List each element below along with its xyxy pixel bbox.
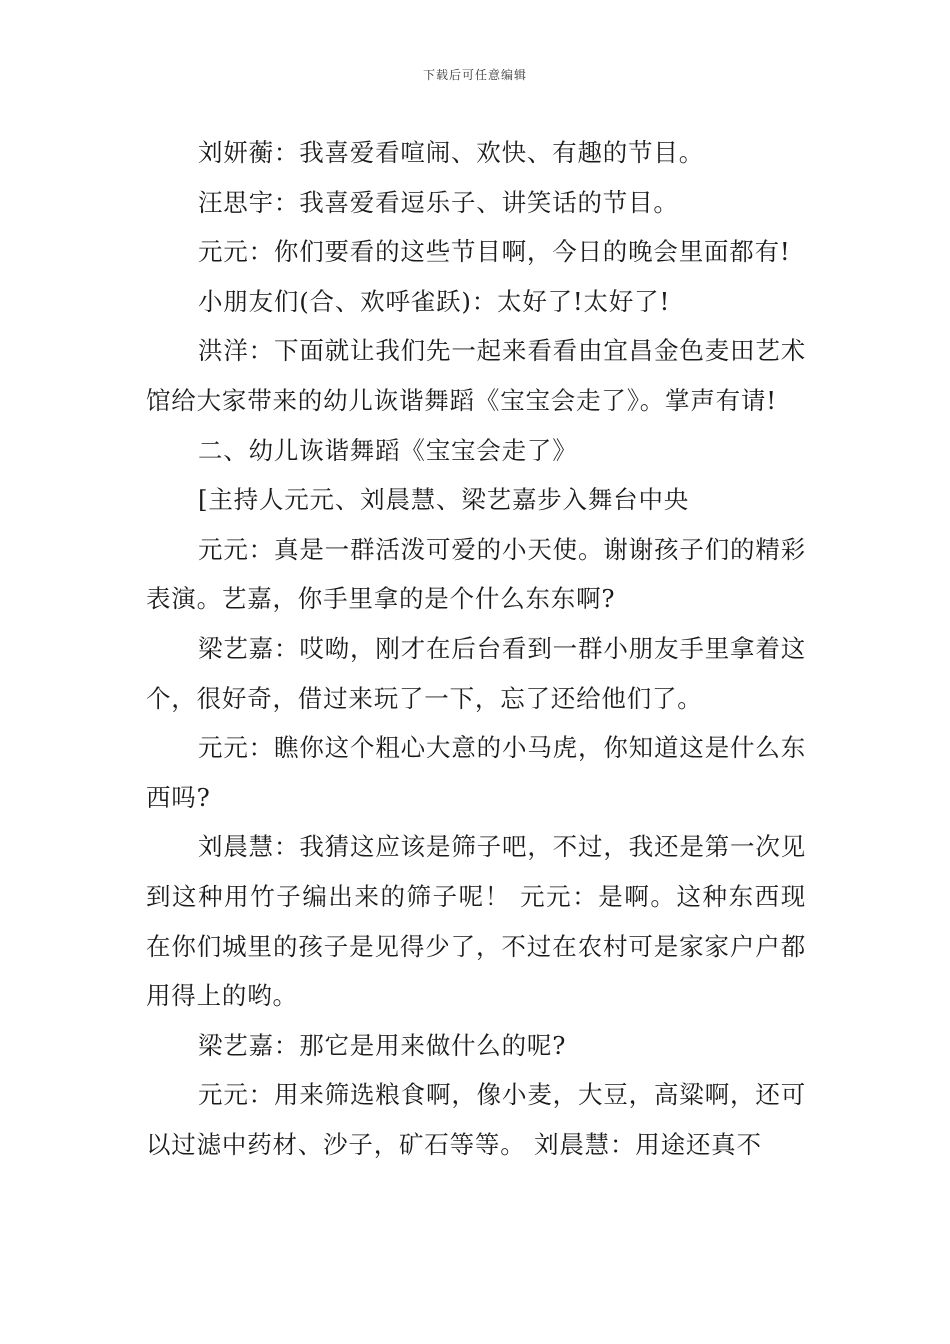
page-header: 下载后可任意编辑 [422, 68, 527, 82]
paragraph-3: 元元：你们要看的这些节目啊，今日的晚会里面都有! [198, 237, 791, 267]
document-body [146, 128, 806, 1169]
paragraph-4: 小朋友们(合、欢呼雀跃)：太好了!太好了! [198, 286, 671, 316]
paragraph-13: 元元：用来筛选粮食啊，像小麦，大豆，高粱啊，还可以过滤中药材、沙子，矿石等等。 刘晨慧：用途还真不 [146, 1080, 806, 1159]
paragraph-8: 元元：真是一群活泼可爱的小天使。谢谢孩子们的精彩表演。艺嘉，你手里拿的是个什么东东啊? [146, 534, 806, 614]
section-heading: 二、幼儿诙谐舞蹈《宝宝会走了》 [198, 435, 578, 465]
paragraph-9: 梁艺嘉：哎呦，刚才在后台看到一群小朋友手里拿着这个，很好奇，借过来玩了一下，忘了还给他们了。 [146, 633, 806, 713]
stage-direction: [主持人元元、刘晨慧、梁艺嘉步入舞台中央 [198, 485, 690, 515]
paragraph-1: 刘妍蘅：我喜爱看喧闹、欢快、有趣的节目。 [198, 138, 704, 167]
paragraph-11: 刘晨慧：我猜这应该是筛子吧，不过，我还是第一次见到这种用竹子编出来的筛子呢！ 元元：是啊。这种东西现在你们城里的孩子是见得少了，不过在农村可是家家户户都用得上的哟。 [146, 832, 806, 1011]
paragraph-12: 梁艺嘉：那它是用来做什么的呢? [198, 1030, 567, 1060]
paragraph-5: 洪洋：下面就让我们先一起来看看由宜昌金色麦田艺术馆给大家带来的幼儿诙谐舞蹈《宝宝会走了》。掌声有请! [146, 336, 806, 415]
paragraph-2: 汪思宇：我喜爱看逗乐子、讲笑话的节目。 [198, 187, 679, 217]
paragraph-10: 元元：瞧你这个粗心大意的小马虎，你知道这是什么东西吗? [146, 733, 806, 812]
